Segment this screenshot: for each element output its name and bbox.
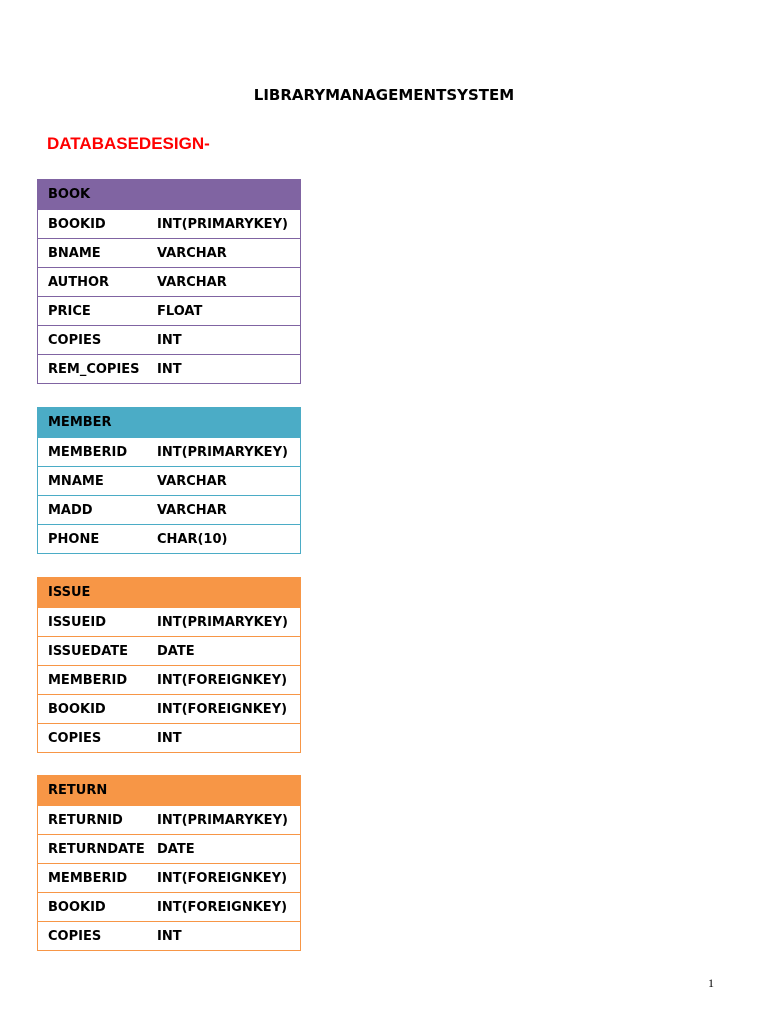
field-name: MEMBERID	[48, 672, 128, 688]
field-type: INT(PRIMARYKEY)	[157, 812, 288, 828]
field-name: BOOKID	[48, 899, 106, 915]
table-row	[38, 608, 301, 637]
section-heading: DATABASEDESIGN-	[47, 134, 210, 153]
field-type: DATE	[157, 643, 195, 659]
table-name: BOOK	[48, 187, 91, 202]
field-type: VARCHAR	[157, 502, 227, 518]
table-header-row	[38, 776, 301, 806]
field-type: DATE	[157, 841, 195, 857]
table-name: RETURN	[48, 783, 108, 798]
table-row	[38, 239, 301, 268]
field-name: MEMBERID	[48, 444, 128, 460]
table-member	[37, 407, 301, 554]
field-type: FLOAT	[157, 303, 203, 319]
table-row	[38, 695, 301, 724]
field-name: BNAME	[48, 245, 101, 261]
field-name: MADD	[48, 502, 93, 518]
field-type: INT(FOREIGNKEY)	[157, 701, 288, 717]
field-type: INT(PRIMARYKEY)	[157, 444, 288, 460]
table-issue	[37, 577, 301, 753]
field-type: VARCHAR	[157, 245, 227, 261]
field-type: INT	[157, 332, 182, 348]
field-name: BOOKID	[48, 216, 106, 232]
field-name: PRICE	[48, 303, 91, 319]
field-type: INT(FOREIGNKEY)	[157, 672, 288, 688]
field-name: MNAME	[48, 473, 104, 489]
field-name: COPIES	[48, 730, 102, 746]
table-row	[38, 724, 301, 753]
field-name: PHONE	[48, 531, 100, 547]
table-row	[38, 297, 301, 326]
table-row	[38, 525, 301, 554]
field-type: INT	[157, 928, 182, 944]
table-row	[38, 922, 301, 951]
field-type: VARCHAR	[157, 473, 227, 489]
document-title: LIBRARYMANAGEMENTSYSTEM	[253, 86, 515, 104]
field-name: COPIES	[48, 928, 102, 944]
field-type: INT	[157, 361, 182, 377]
page-number: 1	[708, 976, 714, 990]
field-type: CHAR(10)	[157, 531, 228, 547]
table-row	[38, 637, 301, 666]
field-type: INT(FOREIGNKEY)	[157, 899, 288, 915]
field-name: AUTHOR	[48, 274, 110, 290]
field-type: INT	[157, 730, 182, 746]
table-header-row	[38, 578, 301, 608]
field-name: RETURNDATE	[48, 841, 145, 857]
field-name: RETURNID	[48, 812, 123, 828]
table-row	[38, 210, 301, 239]
field-name: ISSUEID	[48, 614, 107, 630]
field-name: COPIES	[48, 332, 102, 348]
table-book	[37, 179, 301, 384]
field-type: INT(PRIMARYKEY)	[157, 614, 288, 630]
table-row	[38, 835, 301, 864]
table-name: MEMBER	[48, 415, 112, 430]
table-row	[38, 355, 301, 384]
field-type: VARCHAR	[157, 274, 227, 290]
table-header-row	[38, 408, 301, 438]
table-row	[38, 864, 301, 893]
table-return	[37, 775, 301, 951]
field-name: BOOKID	[48, 701, 106, 717]
table-row	[38, 268, 301, 297]
table-row	[38, 806, 301, 835]
field-type: INT(PRIMARYKEY)	[157, 216, 288, 232]
table-row	[38, 893, 301, 922]
table-row	[38, 438, 301, 467]
field-name: MEMBERID	[48, 870, 128, 886]
table-row	[38, 666, 301, 695]
table-row	[38, 326, 301, 355]
table-row	[38, 467, 301, 496]
field-type: INT(FOREIGNKEY)	[157, 870, 288, 886]
table-row	[38, 496, 301, 525]
table-name: ISSUE	[48, 585, 91, 600]
table-header-row	[38, 180, 301, 210]
field-name: REM_COPIES	[48, 361, 140, 377]
field-name: ISSUEDATE	[48, 643, 129, 659]
